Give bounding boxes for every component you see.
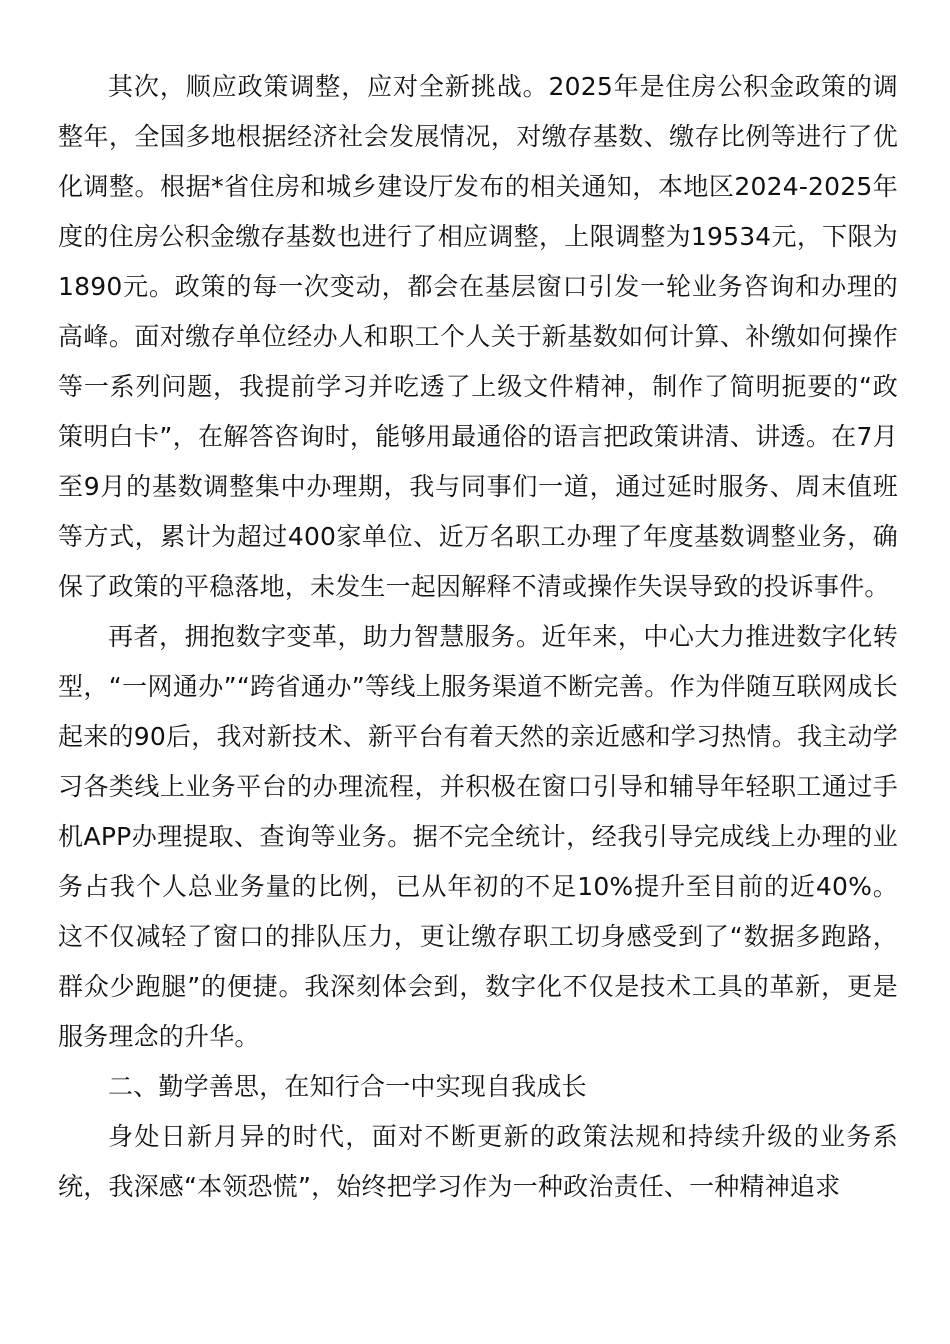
paragraph-continuous-learning: 身处日新月异的时代，面对不断更新的政策法规和持续升级的业务系统，我深感“本领恐慌”，始终把学习作为一种政治责任、一种精神追求 — [58, 1122, 898, 1201]
paragraph-policy-adjustment: 其次，顺应政策调整，应对全新挑战。2025年是住房公积金政策的调整年，全国多地根据经济社会发展情况，对缴存基数、缴存比例等进行了优化调整。根据*省住房和城乡建设厅发布的相关通知，本地区2024-2025年度的住房公积金缴存基数也进行了相应调整，上限调整为19534元，下限为1890元。政策的每一次变动，都会在基层窗口引发一轮业务咨询和办理的高峰。面对缴存单位经办人和职工个人关于新基数如何计算、补缴如何操作等一系列问题，我提前学习并吃透了上级文件精神，制作了简明扼要的“政策明白卡”，在解答咨询时，能够用最通俗的语言把政策讲清、讲透。在7月至9月的基数调整集中办理期，我与同事们一道，通过延时服务、周末值班等方式，累计为超过400家单位、近万名职工办理了年度基数调整业务，确保了政策的平稳落地，未发生一起因解释不清或操作失误导致的投诉事件。 — [58, 72, 898, 601]
paragraph-digital-transformation: 再者，拥抱数字变革，助力智慧服务。近年来，中心大力推进数字化转型，“一网通办”“跨省通办”等线上服务渠道不断完善。作为伴随互联网成长起来的90后，我对新技术、新平台有着天然的亲近感和学习热情。我主动学习各类线上业务平台的办理流程，并积极在窗口引导和辅导年轻职工通过手机APP办理提取、查询等业务。据不完全统计，经我引导完成线上办理的业务占我个人总业务量的比例，已从年初的不足10%提升至目前的近40%。这不仅减轻了窗口的排队压力，更让缴存职工切身感受到了“数据多跑路，群众少跑腿”的便捷。我深刻体会到，数字化不仅是技术工具的革新，更是服务理念的升华。 — [58, 622, 898, 1051]
section-heading: 二、勤学善思，在知行合一中实现自我成长 — [108, 1072, 587, 1101]
